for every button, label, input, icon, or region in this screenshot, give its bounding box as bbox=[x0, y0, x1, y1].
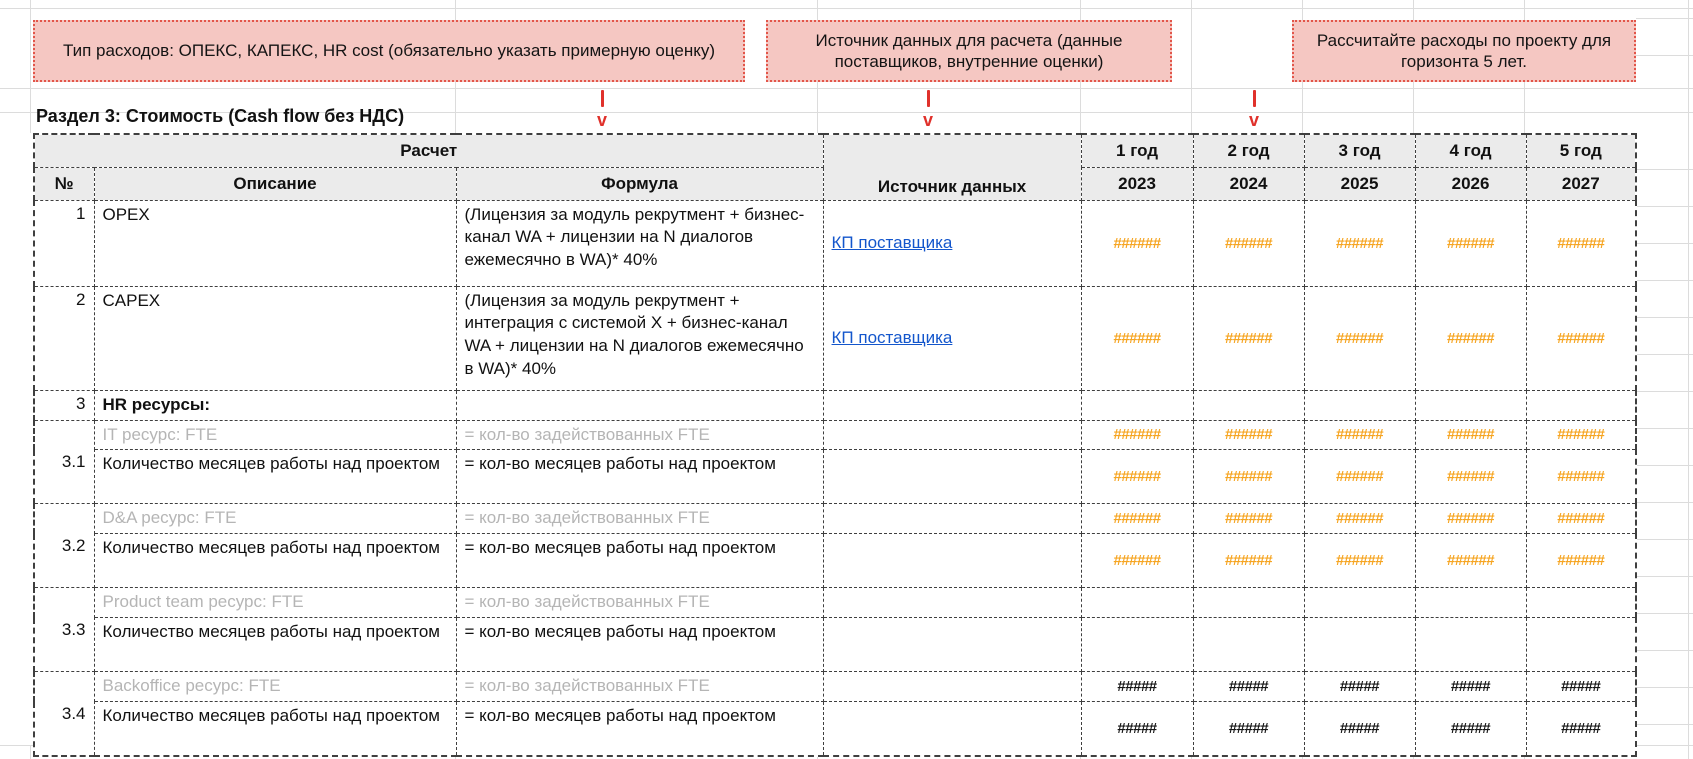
formula-cell[interactable]: (Лицензия за модуль рекрутмент + интеграция с системой X + бизнес-канал WA + лицензии на N диалогов ежемесячно в WA)* 40% bbox=[456, 286, 823, 390]
source-cell[interactable] bbox=[823, 702, 1081, 756]
arrow-down-icon bbox=[917, 90, 939, 132]
callout-text: Источник данных для расчета (данные поставщиков, внутренние оценки) bbox=[815, 30, 1123, 71]
value-cell[interactable]: ###### bbox=[1526, 420, 1636, 450]
value-cell[interactable]: ###### bbox=[1526, 200, 1636, 286]
value-cell[interactable] bbox=[1415, 618, 1526, 672]
description-cell[interactable]: OPEX bbox=[94, 200, 456, 286]
cost-table bbox=[33, 133, 1637, 757]
value-cell[interactable]: ##### bbox=[1304, 672, 1415, 702]
value-cell[interactable]: ###### bbox=[1193, 504, 1304, 534]
value-cell[interactable] bbox=[1526, 390, 1636, 420]
value-cell[interactable] bbox=[1526, 618, 1636, 672]
source-link[interactable]: КП поставщика bbox=[831, 233, 953, 252]
header-formula: Формула bbox=[456, 167, 823, 200]
source-cell[interactable] bbox=[823, 534, 1081, 588]
gridline bbox=[30, 0, 31, 133]
source-cell[interactable] bbox=[823, 390, 1081, 420]
table-row-opex bbox=[34, 200, 1636, 286]
callout-text: Рассчитайте расходы по проекту для горизонта 5 лет. bbox=[1316, 30, 1612, 71]
value-cell[interactable] bbox=[1081, 618, 1193, 672]
value-cell[interactable]: ##### bbox=[1526, 672, 1636, 702]
value-cell[interactable] bbox=[1193, 618, 1304, 672]
value-cell[interactable] bbox=[1415, 588, 1526, 618]
arrow-shaft bbox=[1253, 90, 1256, 107]
gridline bbox=[0, 8, 1693, 9]
callout-data-source bbox=[766, 20, 1172, 82]
callout-expense-types bbox=[33, 20, 745, 82]
cost-table-wrap bbox=[33, 133, 1637, 757]
value-cell[interactable]: ###### bbox=[1193, 420, 1304, 450]
value-cell[interactable]: ###### bbox=[1304, 200, 1415, 286]
header-year-1: 1 год bbox=[1081, 134, 1193, 167]
value-cell[interactable]: ###### bbox=[1526, 534, 1636, 588]
source-cell[interactable] bbox=[823, 588, 1081, 618]
gridline bbox=[1191, 0, 1192, 133]
value-cell[interactable] bbox=[1415, 390, 1526, 420]
formula-cell[interactable]: = кол-во задействованных FTE bbox=[456, 420, 823, 450]
description-cell[interactable]: Количество месяцев работы над проектом bbox=[94, 618, 456, 672]
formula-cell[interactable] bbox=[456, 390, 823, 420]
value-cell[interactable]: ##### bbox=[1193, 672, 1304, 702]
table-row-it-months bbox=[34, 450, 1636, 504]
value-cell[interactable]: ###### bbox=[1415, 504, 1526, 534]
table-row-product-months bbox=[34, 618, 1636, 672]
arrow-head: v bbox=[596, 110, 607, 130]
source-cell[interactable] bbox=[823, 450, 1081, 504]
table-row-product-fte bbox=[34, 588, 1636, 618]
gridline bbox=[1636, 18, 1693, 19]
value-cell[interactable]: ###### bbox=[1415, 286, 1526, 390]
description-cell[interactable]: Количество месяцев работы над проектом bbox=[94, 450, 456, 504]
value-cell[interactable]: ###### bbox=[1415, 534, 1526, 588]
value-cell[interactable]: ###### bbox=[1415, 450, 1526, 504]
source-cell[interactable] bbox=[823, 504, 1081, 534]
header-year-2: 2 год bbox=[1193, 134, 1304, 167]
formula-cell[interactable]: = кол-во задействованных FTE bbox=[456, 504, 823, 534]
source-cell[interactable] bbox=[823, 618, 1081, 672]
arrow-down-icon bbox=[591, 90, 613, 132]
table-row-it-fte bbox=[34, 420, 1636, 450]
value-cell[interactable] bbox=[1304, 588, 1415, 618]
value-cell[interactable]: ###### bbox=[1193, 450, 1304, 504]
value-cell[interactable]: ###### bbox=[1081, 286, 1193, 390]
value-cell[interactable]: ###### bbox=[1415, 200, 1526, 286]
value-cell[interactable] bbox=[1081, 588, 1193, 618]
row-number[interactable]: 3.1 bbox=[34, 420, 94, 504]
value-cell[interactable]: ###### bbox=[1081, 420, 1193, 450]
formula-cell[interactable]: = кол-во задействованных FTE bbox=[456, 588, 823, 618]
value-cell[interactable]: ###### bbox=[1081, 200, 1193, 286]
header-2024: 2024 bbox=[1193, 167, 1304, 200]
value-cell[interactable]: ###### bbox=[1526, 504, 1636, 534]
value-cell[interactable]: ##### bbox=[1081, 702, 1193, 756]
value-cell[interactable]: ###### bbox=[1193, 534, 1304, 588]
value-cell[interactable]: ###### bbox=[1304, 420, 1415, 450]
gridline bbox=[1637, 133, 1693, 745]
value-cell[interactable]: ###### bbox=[1081, 534, 1193, 588]
table-row-capex bbox=[34, 286, 1636, 390]
value-cell[interactable]: ##### bbox=[1081, 672, 1193, 702]
header-year-5: 5 год bbox=[1526, 134, 1636, 167]
row-number[interactable]: 3.4 bbox=[34, 672, 94, 756]
description-cell[interactable]: HR ресурсы: bbox=[94, 390, 456, 420]
table-row-hr-section bbox=[34, 390, 1636, 420]
formula-cell[interactable]: (Лицензия за модуль рекрутмент + бизнес-канал WA + лицензии на N диалогов ежемесячно в WA)* 40% bbox=[456, 200, 823, 286]
source-link[interactable]: КП поставщика bbox=[831, 328, 953, 347]
value-cell[interactable]: ###### bbox=[1081, 450, 1193, 504]
header-2023: 2023 bbox=[1081, 167, 1193, 200]
header-2027: 2027 bbox=[1526, 167, 1636, 200]
value-cell[interactable] bbox=[1304, 618, 1415, 672]
arrow-head: v bbox=[1248, 110, 1259, 130]
callout-horizon bbox=[1292, 20, 1636, 82]
value-cell[interactable]: ##### bbox=[1415, 702, 1526, 756]
formula-cell[interactable]: = кол-во месяцев работы над проектом bbox=[456, 450, 823, 504]
table-row-da-fte bbox=[34, 504, 1636, 534]
value-cell[interactable]: ##### bbox=[1304, 702, 1415, 756]
description-cell[interactable]: D&A ресурс: FTE bbox=[94, 504, 456, 534]
header-source: Источник данных bbox=[823, 134, 1081, 200]
description-cell[interactable]: Backoffice ресурс: FTE bbox=[94, 672, 456, 702]
table-row-backoffice-months bbox=[34, 702, 1636, 756]
source-cell[interactable] bbox=[823, 200, 1081, 286]
value-cell[interactable] bbox=[1193, 588, 1304, 618]
arrow-shaft bbox=[927, 90, 930, 107]
value-cell[interactable]: ###### bbox=[1526, 450, 1636, 504]
value-cell[interactable]: ###### bbox=[1415, 420, 1526, 450]
description-cell[interactable]: IT ресурс: FTE bbox=[94, 420, 456, 450]
value-cell[interactable] bbox=[1081, 390, 1193, 420]
value-cell[interactable]: ##### bbox=[1526, 702, 1636, 756]
value-cell[interactable]: ##### bbox=[1193, 702, 1304, 756]
row-number[interactable]: 2 bbox=[34, 286, 94, 390]
value-cell[interactable] bbox=[1193, 390, 1304, 420]
value-cell[interactable]: ###### bbox=[1304, 504, 1415, 534]
value-cell[interactable]: ###### bbox=[1193, 286, 1304, 390]
row-number[interactable]: 3.3 bbox=[34, 588, 94, 672]
callout-text: Тип расходов: ОПЕКС, КАПЕКС, HR cost (обязательно указать примерную оценку) bbox=[62, 41, 716, 61]
section-title: Раздел 3: Стоимость (Cash flow без НДС) bbox=[36, 106, 405, 126]
value-cell[interactable]: ###### bbox=[1526, 286, 1636, 390]
source-cell[interactable] bbox=[823, 672, 1081, 702]
value-cell[interactable]: ###### bbox=[1304, 286, 1415, 390]
gridline bbox=[1636, 55, 1693, 56]
description-cell[interactable]: Product team ресурс: FTE bbox=[94, 588, 456, 618]
value-cell[interactable]: ##### bbox=[1415, 672, 1526, 702]
source-cell[interactable] bbox=[823, 420, 1081, 450]
formula-cell[interactable]: = кол-во месяцев работы над проектом bbox=[456, 534, 823, 588]
table-header-row bbox=[34, 134, 1636, 167]
formula-cell[interactable]: = кол-во месяцев работы над проектом bbox=[456, 702, 823, 756]
header-calc-group: Расчет bbox=[34, 134, 823, 167]
header-2026: 2026 bbox=[1415, 167, 1526, 200]
value-cell[interactable] bbox=[1526, 588, 1636, 618]
row-number[interactable]: 1 bbox=[34, 200, 94, 286]
value-cell[interactable]: ###### bbox=[1304, 450, 1415, 504]
formula-cell[interactable]: = кол-во месяцев работы над проектом bbox=[456, 618, 823, 672]
gridline bbox=[0, 88, 1693, 89]
description-cell[interactable]: Количество месяцев работы над проектом bbox=[94, 534, 456, 588]
row-number[interactable]: 3.2 bbox=[34, 504, 94, 588]
source-cell[interactable] bbox=[823, 286, 1081, 390]
header-year-3: 3 год bbox=[1304, 134, 1415, 167]
row-number[interactable]: 3 bbox=[34, 390, 94, 420]
value-cell[interactable] bbox=[1304, 390, 1415, 420]
header-description: Описание bbox=[94, 167, 456, 200]
header-num: № bbox=[34, 167, 94, 200]
gridline bbox=[30, 745, 31, 759]
table-row-da-months bbox=[34, 534, 1636, 588]
value-cell[interactable]: ###### bbox=[1304, 534, 1415, 588]
header-year-4: 4 год bbox=[1415, 134, 1526, 167]
value-cell[interactable]: ###### bbox=[1193, 200, 1304, 286]
arrow-down-icon bbox=[1243, 90, 1265, 132]
formula-cell[interactable]: = кол-во задействованных FTE bbox=[456, 672, 823, 702]
arrow-head: v bbox=[922, 110, 933, 130]
description-cell[interactable]: CAPEX bbox=[94, 286, 456, 390]
description-cell[interactable]: Количество месяцев работы над проектом bbox=[94, 702, 456, 756]
arrow-shaft bbox=[601, 90, 604, 107]
header-2025: 2025 bbox=[1304, 167, 1415, 200]
value-cell[interactable]: ###### bbox=[1081, 504, 1193, 534]
table-row-backoffice-fte bbox=[34, 672, 1636, 702]
